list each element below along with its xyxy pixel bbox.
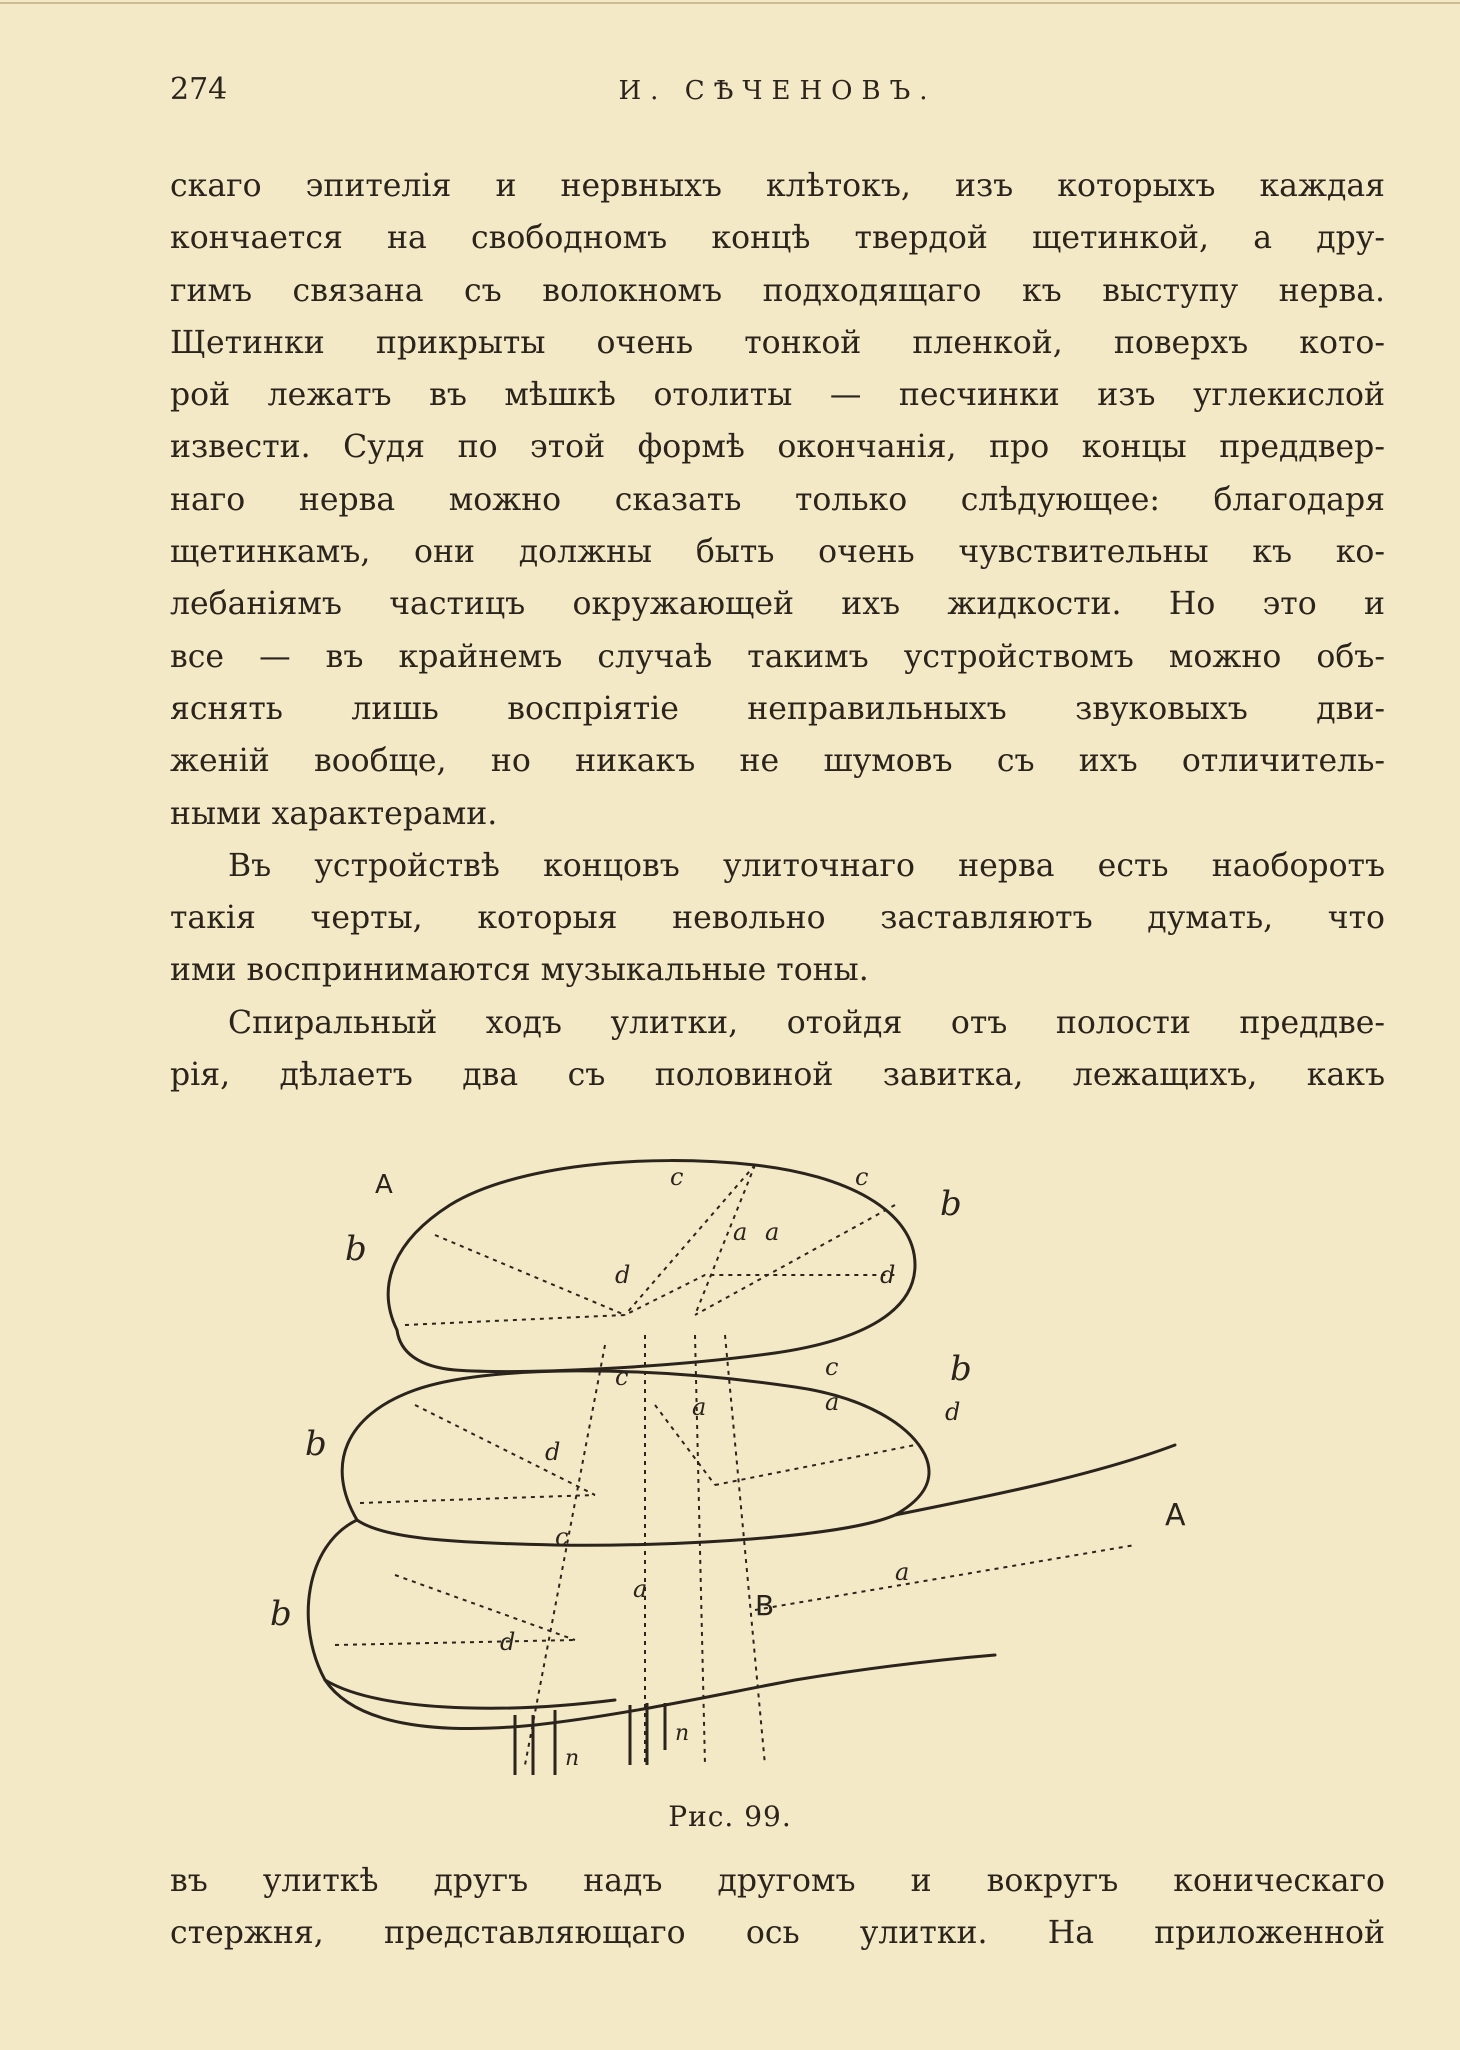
label-n: n: [565, 1746, 580, 1771]
paragraph: [170, 160, 1385, 840]
text-line: Щетинки прикрыты очень тонкой пленкой, поверхъ кото-: [170, 324, 1385, 361]
label-d: d: [880, 1261, 896, 1289]
label-a: a: [825, 1388, 840, 1416]
label-b: b: [950, 1349, 972, 1389]
dotted-line: [695, 1205, 895, 1315]
text-line: въ улиткѣ другъ надъ другомъ и вокругъ коническаго: [170, 1863, 1385, 1899]
body-text-continued: [170, 1855, 1385, 1960]
text-line: рія, дѣлаетъ два съ половиной завитка, лежащихъ, какъ: [170, 1057, 1385, 1094]
bottom-turn-outline: [308, 1520, 995, 1729]
label-a: a: [733, 1218, 748, 1246]
text-line: ными характерами.: [170, 795, 498, 832]
label-a: a: [895, 1558, 910, 1586]
running-title: И. СѢЧЕНОВЪ.: [618, 76, 937, 106]
text-line: все — въ крайнемъ случаѣ такимъ устройствомъ можно объ-: [170, 638, 1385, 675]
text-line: стержня, представляющаго ось улитки. На приложенной: [170, 1915, 1385, 1952]
dotted-line: [395, 1575, 575, 1640]
figure-caption: Рис. 99.: [668, 1800, 792, 1833]
bottom-turn-lower-line: [325, 1680, 615, 1708]
dotted-line: [435, 1235, 625, 1315]
text-line: наго нерва можно сказать только слѣдующее: благодаря: [170, 481, 1385, 518]
text-line: Спиральный ходъ улитки, отойдя отъ полости преддве-: [228, 1004, 1385, 1041]
label-b: b: [345, 1229, 367, 1269]
label-c: c: [670, 1163, 684, 1191]
label-b: b: [940, 1184, 962, 1224]
text-line: извести. Судя по этой формѣ окончанія, про концы преддвер-: [170, 429, 1385, 466]
dotted-line: [360, 1495, 595, 1503]
label-c: c: [615, 1363, 629, 1391]
label-c: c: [855, 1163, 869, 1191]
label-a: a: [692, 1393, 707, 1421]
dotted-line: [725, 1335, 765, 1765]
label-n: n: [675, 1721, 690, 1746]
text-line: щетинкамъ, они должны быть очень чувствительны къ ко-: [170, 534, 1385, 571]
label-A: A: [375, 1170, 393, 1200]
dotted-line: [335, 1640, 575, 1645]
cochlea-diagram: [270, 1125, 1235, 1775]
text-line: такія черты, которыя невольно заставляютъ думать, что: [170, 900, 1385, 937]
body-text: [170, 160, 1385, 1101]
text-line: Въ устройствѣ концовъ улиточнаго нерва есть наоборотъ: [228, 847, 1385, 884]
spiral-outer-line: [895, 1445, 1175, 1515]
text-line: рой лежатъ въ мѣшкѣ отолиты — песчинки изъ углекислой: [170, 377, 1385, 414]
text-line: гимъ связана съ волокномъ подходящаго къ выступу нерва.: [170, 272, 1385, 309]
page-header: [170, 72, 1385, 122]
text-line: скаго эпителія и нервныхъ клѣтокъ, изъ которыхъ каждая: [170, 168, 1385, 204]
label-d: d: [615, 1261, 631, 1289]
label-a: a: [633, 1575, 648, 1603]
dotted-line: [715, 1445, 915, 1485]
middle-turn-outline: [342, 1371, 929, 1545]
label-d: d: [945, 1398, 961, 1426]
label-B: B: [755, 1589, 775, 1622]
label-c: c: [555, 1523, 569, 1551]
top-turn-outline: [388, 1161, 915, 1372]
label-d: d: [545, 1438, 561, 1466]
label-b: b: [270, 1594, 292, 1634]
paragraph: [170, 997, 1385, 1102]
text-line: кончается на свободномъ концѣ твердой щетинкой, а дру-: [170, 220, 1385, 257]
dotted-line: [415, 1405, 595, 1495]
page-top-edge: [0, 2, 1460, 4]
label-c: c: [825, 1353, 839, 1381]
dotted-line: [405, 1275, 895, 1325]
label-b: b: [305, 1424, 327, 1464]
cochlea-figure: [270, 1125, 1235, 1775]
label-a: a: [765, 1218, 780, 1246]
label-A: A: [1165, 1498, 1186, 1533]
dotted-line: [755, 1545, 1135, 1610]
text-line: лебаніямъ частицъ окружающей ихъ жидкости. Но это и: [170, 586, 1385, 623]
paragraph: [170, 840, 1385, 997]
page-number: 274: [170, 72, 228, 107]
label-d: d: [500, 1628, 516, 1656]
text-line: женій вообще, но никакъ не шумовъ съ ихъ отличитель-: [170, 743, 1385, 780]
text-line: ими воспринимаются музыкальные тоны.: [170, 952, 869, 989]
text-line: яснять лишь воспріятіе неправильныхъ звуковыхъ дви-: [170, 690, 1385, 727]
